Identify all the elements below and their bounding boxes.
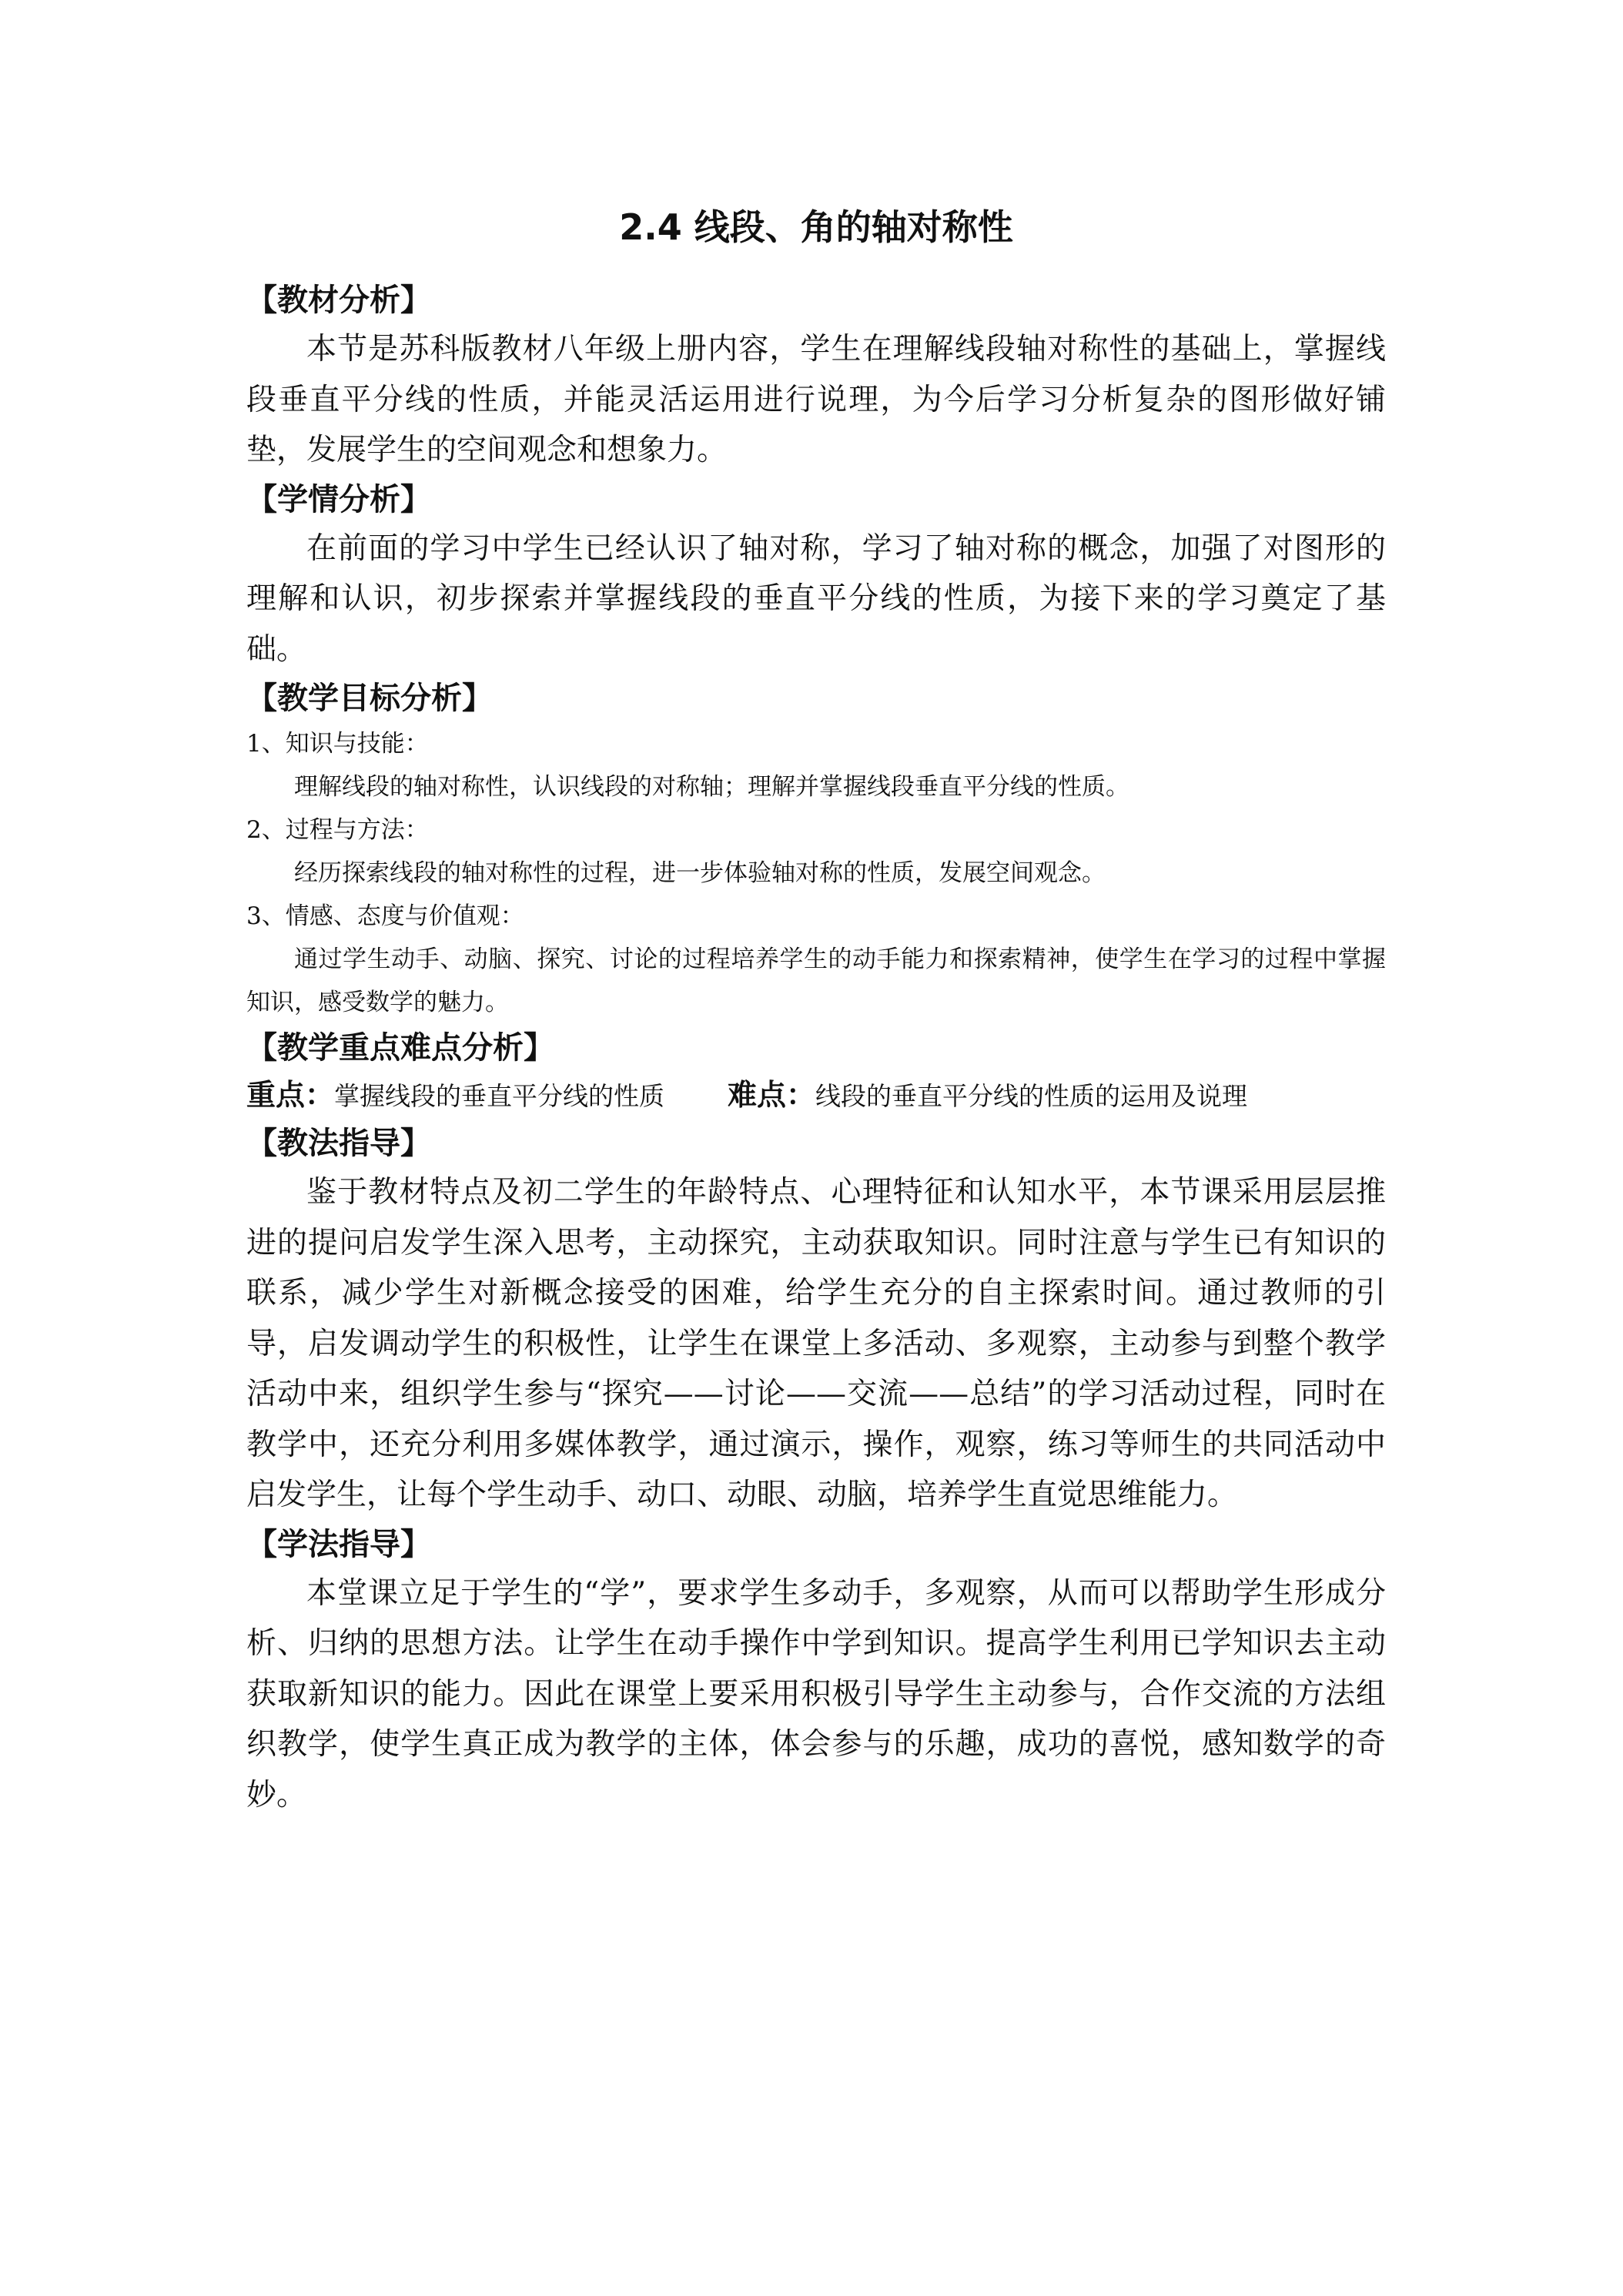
section-student-analysis (246, 476, 1386, 675)
goal-item-text: 理解线段的轴对称性，认识线段的对称轴；理解并掌握线段垂直平分线的性质。 (294, 773, 1129, 802)
section-heading: 【教法指导】 (246, 1126, 431, 1162)
section-heading: 【教学目标分析】 (246, 681, 493, 717)
goal-item-title: 3、情感、态度与价值观： (246, 902, 524, 931)
section-heading: 【教学重点难点分析】 (246, 1030, 554, 1066)
section-learning-method (246, 1521, 1386, 1821)
key-difficult-row (246, 1072, 1386, 1120)
section-key-difficult-points (246, 1024, 1386, 1120)
section-teaching-goals (246, 674, 1386, 1024)
goal-item-text: 经历探索线段的轴对称性的过程，进一步体验轴对称的性质，发展空间观念。 (294, 859, 1106, 888)
section-teaching-method (246, 1120, 1386, 1521)
goal-item-title: 1、知识与技能： (246, 730, 429, 758)
goal-item (246, 808, 1386, 895)
section-textbook-analysis (246, 276, 1386, 476)
document-page (246, 206, 1386, 1820)
section-heading: 【学情分析】 (246, 481, 431, 517)
difficult-point-label: 难点： (728, 1078, 816, 1113)
goal-item (246, 722, 1386, 808)
document-title: 2.4 线段、角的轴对称性 (619, 206, 1013, 248)
key-point-text: 掌握线段的垂直平分线的性质 (334, 1081, 665, 1112)
section-heading: 【学法指导】 (246, 1526, 431, 1562)
section-heading: 【教材分析】 (246, 283, 431, 319)
goal-item-text: 通过学生动手、动脑、探究、讨论的过程培养学生的动手能力和探索精神，使学生在学习的过程中掌握知识，感受数学的魅力。 (246, 946, 1386, 1017)
section-paragraph: 在前面的学习中学生已经认识了轴对称，学习了轴对称的概念，加强了对图形的理解和认识，初步探索并掌握线段的垂直平分线的性质，为接下来的学习奠定了基础。 (246, 530, 1386, 667)
goal-item (246, 895, 1386, 1024)
section-paragraph: 本节是苏科版教材八年级上册内容，学生在理解线段轴对称性的基础上，掌握线段垂直平分线的性质，并能灵活运用进行说理，为今后学习分析复杂的图形做好铺垫，发展学生的空间观念和想象力。 (246, 332, 1386, 468)
section-paragraph: 鉴于教材特点及初二学生的年龄特点、心理特征和认知水平，本节课采用层层推进的提问启发学生深入思考，主动探究，主动获取知识。同时注意与学生已有知识的联系，减少学生对新概念接受的困难，给学生充分的自主探索时间。通过教师的引导，启发调动学生的积极性，让学生在课堂上多活动、多观察，主动参与到整个教学活动中来，组织学生参与“探究——讨论——交流——总结”的学习活动过程，同时在教学中，还充分利用多媒体教学，通过演示，操作，观察，练习等师生的共同活动中启发学生，让每个学生动手、动口、动眼、动脑，培养学生直觉思维能力。 (246, 1175, 1386, 1513)
section-paragraph: 本堂课立足于学生的“学”，要求学生多动手，多观察，从而可以帮助学生形成分析、归纳的思想方法。让学生在动手操作中学到知识。提高学生利用已学知识去主动获取新知识的能力。因此在课堂上要采用积极引导学生主动参与，合作交流的方法组织教学，使学生真正成为教学的主体，体会参与的乐趣，成功的喜悦，感知数学的奇妙。 (246, 1575, 1386, 1812)
difficult-point-text: 线段的垂直平分线的性质的运用及说理 (815, 1081, 1248, 1112)
key-point-label: 重点： (246, 1078, 335, 1113)
goal-item-title: 2、过程与方法： (246, 816, 429, 845)
